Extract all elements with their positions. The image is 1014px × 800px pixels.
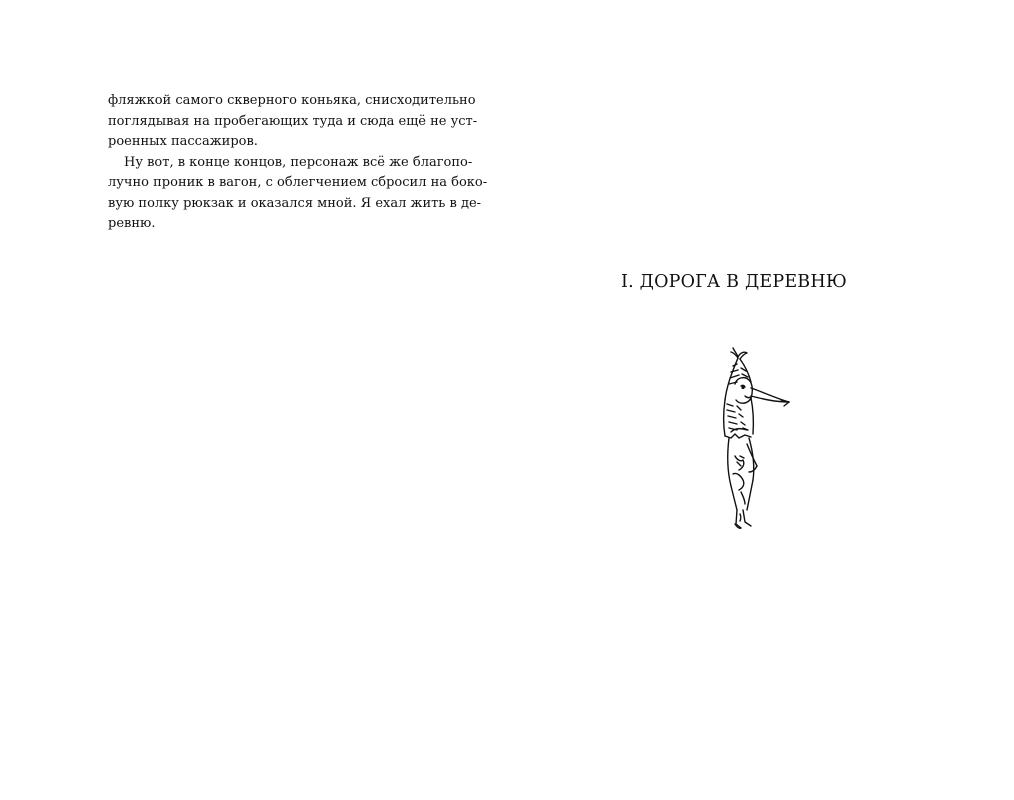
right-page <box>507 0 1014 800</box>
paragraph-2 <box>108 153 488 235</box>
long-nosed-figure-sketch-icon <box>707 344 797 534</box>
text-line: вую полку рюкзак и оказался мной. Я ехал жить в де- <box>108 195 482 211</box>
chapter-title: I. ДОРОГА В ДЕРЕВНЮ <box>621 272 847 292</box>
text-line: роенных пассажиров. <box>108 134 258 149</box>
text-line: фляжкой самого скверного коньяка, снисходительно <box>108 93 476 108</box>
text-line: ревню. <box>108 216 156 231</box>
text-line: лучно проник в вагон, с облегчением сбросил на боко- <box>108 175 488 190</box>
body-text <box>108 91 488 235</box>
text-line: Ну вот, в конце концов, персонаж всё же благопо- <box>124 154 473 170</box>
text-line: поглядывая на пробегающих туда и сюда ещё не уст- <box>108 113 478 129</box>
paragraph-1 <box>108 91 478 153</box>
